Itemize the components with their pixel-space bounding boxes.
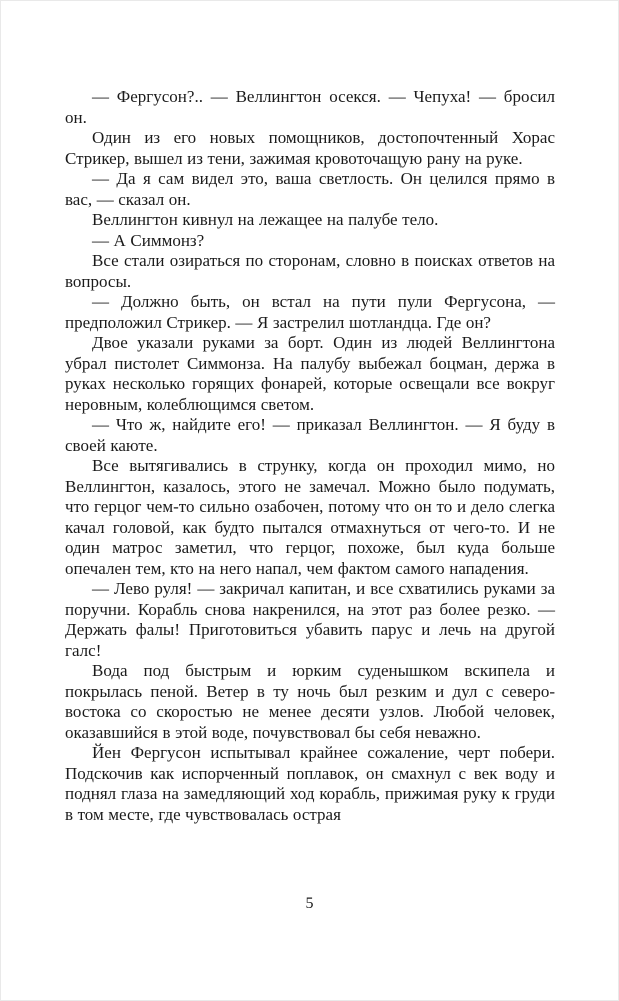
paragraph: — Что ж, найдите его! — приказал Веллингтон. — Я буду в своей каюте. [65, 415, 555, 455]
paragraph: Все вытягивались в струнку, когда он проходил мимо, но Веллингтон, казалось, этого не замечал. Можно было подумать, что герцог чем-то сильно озабочен, потому что он то и дело слегка качал головой, как будто пытался отмахнуться от чего-то. И не один матрос заметил, что герцог, похоже, был куда больше опечален тем, кто на него напал, чем фактом самого нападения. [65, 456, 555, 578]
page-number: 5 [305, 895, 314, 912]
paragraph: Веллингтон кивнул на лежащее на палубе тело. [92, 210, 439, 229]
paragraph: Двое указали руками за борт. Один из людей Веллингтона убрал пистолет Симмонза. На палубу выбежал боцман, держа в руках несколько горящих фонарей, которые освещали все вокруг неровным, колеблющимся светом. [65, 333, 555, 414]
paragraph: — Фергусон?.. — Веллингтон осекся. — Чепуха! — бросил он. [65, 87, 555, 127]
page-text [65, 87, 555, 825]
paragraph: — А Симмонз? [92, 230, 205, 250]
paragraph: Все стали озираться по сторонам, словно в поисках ответов на вопросы. [65, 251, 555, 291]
paragraph: — Да я сам видел это, ваша светлость. Он целился прямо в вас, — сказал он. [65, 169, 555, 209]
paragraph: — Должно быть, он встал на пути пули Фергусона, — предположил Стрикер. — Я застрелил шотландца. Где он? [65, 292, 555, 332]
paragraph: Вода под быстрым и юрким суденышком вскипела и покрылась пеной. Ветер в ту ночь был резким и дул с северо-востока со скоростью не менее десяти узлов. Любой человек, оказавшийся в этой воде, почувствовал бы себя неважно. [65, 661, 555, 742]
paragraph: — Лево руля! — закричал капитан, и все схватились руками за поручни. Корабль снова накренился, на этот раз более резко. — Держать фалы! Приготовиться убавить парус и лечь на другой галс! [65, 579, 555, 660]
paragraph: Один из его новых помощников, достопочтенный Хорас Стрикер, вышел из тени, зажимая кровоточащую рану на руке. [65, 128, 555, 168]
paragraph: Йен Фергусон испытывал крайнее сожаление, черт побери. Подскочив как испорченный поплавок, он смахнул с век воду и поднял глаза на замедляющий ход корабль, прижимая руку к груди в том месте, где чувствовалась острая [65, 743, 555, 824]
